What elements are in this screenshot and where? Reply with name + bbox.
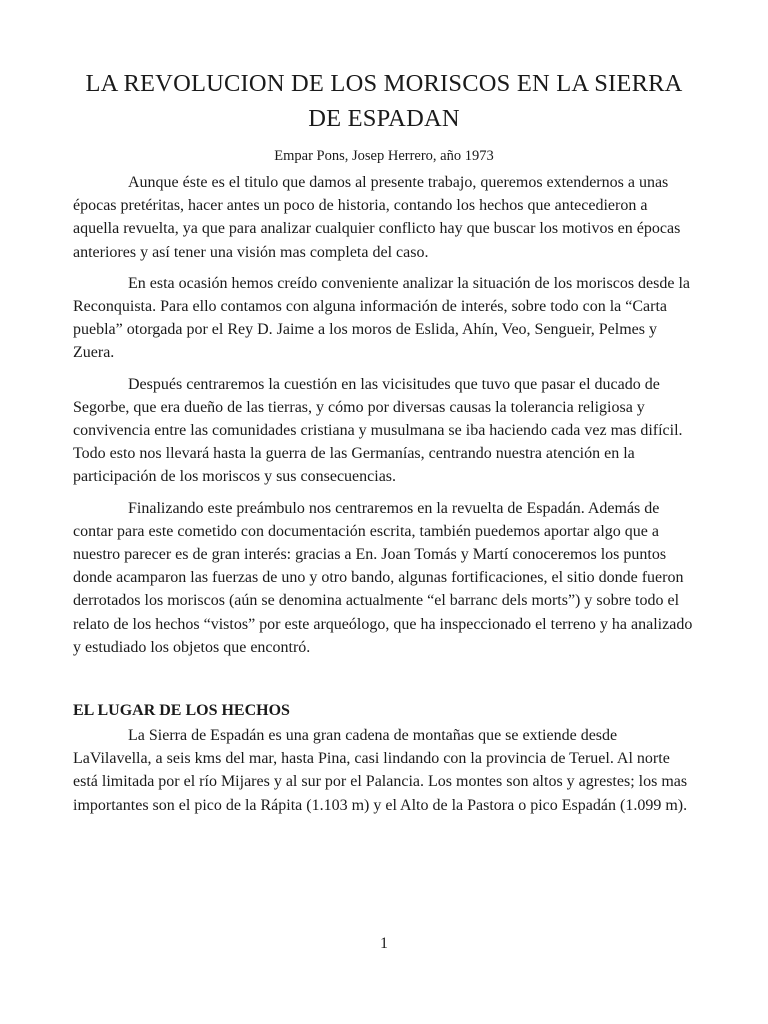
intro-paragraph-3: Después centraremos la cuestión en las vicisitudes que tuvo que pasar el ducado de Segorbe, que era dueño de las tierras, y cómo por diversas causas la tolerancia religiosa y convivencia entre las comunidades cristiana y musulmana se iba haciendo cada vez mas difícil. Todo esto nos llevará hasta la guerra de las Germanías, centrando nuestra atención en la participación de los moriscos y sus consecuencias. [73,375,683,486]
page-number: 1 [380,935,388,952]
section-heading: EL LUGAR DE LOS HECHOS [73,702,290,720]
document-page [73,66,695,825]
document-authors: Empar Pons, Josep Herrero, año 1973 [274,148,494,164]
intro-paragraph-4: Finalizando este preámbulo nos centraremos en la revuelta de Espadán. Además de contar para este cometido con documentación escrita, también puedemos aportar algo que a nuestro parecer es de gran interés: gracias a En. Joan Tomás y Martí conoceremos los puntos donde acamparon las fuerzas de uno y otro bando, algunas fortificaciones, el sitio donde fueron derrotados los moriscos (aún se denomina actualmente “el barranc dels morts”) y sobre todo el relato de los hechos “vistos” por este arqueólogo, que ha inspeccionado el terreno y ha analizado y estudiado los objetos que encontró. [73,499,693,656]
document-title: LA REVOLUCION DE LOS MORISCOS EN LA SIERRA DE ESPADAN [85,70,683,132]
section-paragraph: La Sierra de Espadán es una gran cadena de montañas que se extiende desde LaVilavella, a seis kms del mar, hasta Pina, casi lindando con la provincia de Teruel. Al norte está limitada por el río Mijares y al sur por el Palancia. Los montes son altos y agrestes; los mas importantes son el pico de la Rápita (1.103 m) y el Alto de la Pastora o pico Espadán (1.099 m). [73,727,688,814]
intro-paragraph-1: Aunque éste es el titulo que damos al presente trabajo, queremos extendernos a unas épocas pretéritas, hacer antes un poco de historia, contando los hechos que antecedieron a aquella revuelta, ya que para analizar cualquier conflicto hay que buscar los motivos en épocas anteriores y así tener una visión mas completa del caso. [73,174,681,261]
intro-paragraph-2: En esta ocasión hemos creído conveniente analizar la situación de los moriscos desde la Reconquista. Para ello contamos con alguna información de interés, sobre todo con la “Carta puebla” otorgada por el Rey D. Jaime a los moros de Eslida, Ahín, Veo, Sengueir, Pelmes y Zuera. [73,274,691,362]
